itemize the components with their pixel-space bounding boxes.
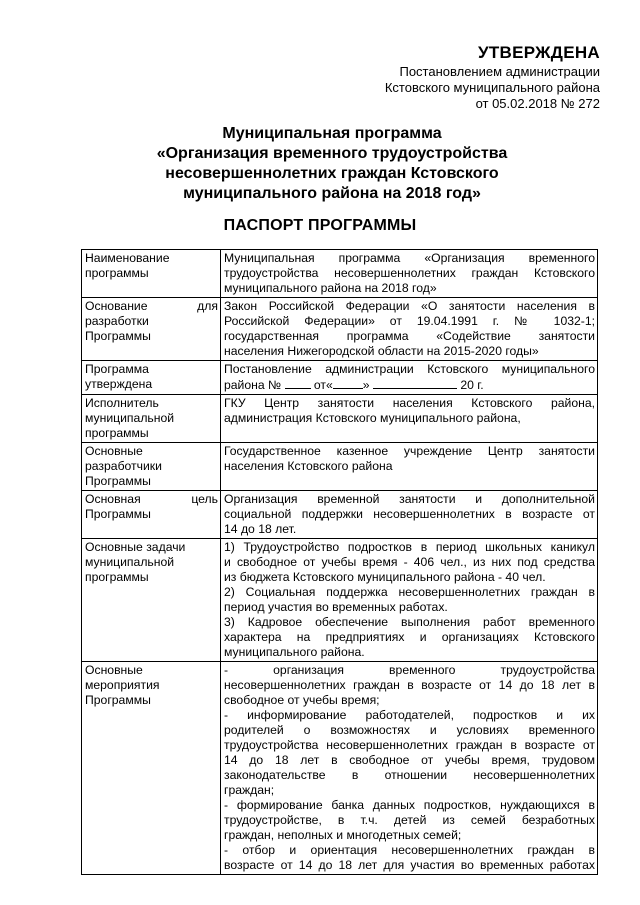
label-line: Основные bbox=[85, 663, 143, 677]
value-line: - информирование работодателей, подростков и их bbox=[224, 708, 595, 722]
label-line: муниципальной bbox=[85, 555, 175, 569]
value-fragment: от« bbox=[313, 378, 333, 392]
value-line: 3) Кадровое обеспечение выполнения работ временного bbox=[224, 615, 595, 629]
value-line: и свободное от учебы время - 406 чел., из них под средства bbox=[224, 555, 595, 569]
value-line: Организация временной занятости и дополнительной bbox=[224, 492, 595, 506]
value-line: социальной поддержки несовершеннолетних в возрасте от bbox=[224, 507, 595, 521]
row-value bbox=[221, 298, 598, 361]
program-title-line-2: «Организация временного трудоустройства bbox=[156, 145, 508, 162]
value-line: 1) Трудоустройство подростков в период школьных каникул bbox=[224, 540, 595, 554]
value-line: граждан; bbox=[224, 783, 275, 797]
row-label bbox=[82, 250, 221, 298]
table-row bbox=[82, 491, 598, 539]
value-line: населения Нижегородской области на 2015-2020 годы» bbox=[224, 344, 539, 358]
program-title-line-3: несовершеннолетних граждан Кстовского bbox=[165, 165, 499, 182]
value-line: 14 до 18 лет. bbox=[224, 522, 297, 536]
value-line: Постановление администрации Кстовского муниципального bbox=[224, 362, 595, 376]
value-line: - отбор и ориентация несовершеннолетних граждан в bbox=[224, 843, 595, 857]
table-row bbox=[82, 539, 598, 662]
row-value bbox=[221, 395, 598, 443]
value-line: период участия во временных работах. bbox=[224, 600, 448, 614]
approval-stamp bbox=[320, 42, 600, 112]
value-line: Муниципальная программа «Организация временного bbox=[224, 251, 595, 265]
blank-underline bbox=[373, 377, 457, 389]
label-line: Программы bbox=[85, 693, 151, 707]
label-line: Программы bbox=[85, 329, 151, 343]
value-fragment: 20 г. bbox=[460, 378, 484, 392]
row-value bbox=[221, 491, 598, 539]
label-line: утверждена bbox=[85, 377, 153, 391]
table-row bbox=[82, 662, 598, 875]
value-fragment: района № bbox=[224, 378, 282, 392]
table-row bbox=[82, 250, 598, 298]
value-line: - формирование банка данных подростков, нуждающихся в bbox=[224, 798, 595, 812]
row-label bbox=[82, 298, 221, 361]
value-line: несовершеннолетних граждан в возрасте от 14 до 18 лет в bbox=[224, 678, 595, 692]
label-line: Основные задачи bbox=[85, 540, 186, 554]
label-line: Программа bbox=[85, 362, 149, 376]
approval-title: УТВЕРЖДЕНА bbox=[477, 43, 600, 62]
row-value bbox=[221, 361, 598, 395]
label-line: программы bbox=[85, 426, 149, 440]
table-row bbox=[82, 298, 598, 361]
value-line: муниципального района на 2018 год» bbox=[224, 281, 437, 295]
program-title bbox=[112, 124, 552, 204]
value-line: родителей о возможностях и условиях временного bbox=[224, 723, 595, 737]
passport-table bbox=[81, 249, 598, 875]
row-label bbox=[82, 443, 221, 491]
value-line: трудоустройстве, в т.ч. детей из семей безработных bbox=[224, 813, 595, 827]
value-line: трудоустройства несовершеннолетних граждан Кстовского bbox=[224, 266, 595, 280]
label-line: Основание для bbox=[85, 299, 218, 313]
label-line: Основные bbox=[85, 444, 143, 458]
label-line: Основная цель bbox=[85, 492, 218, 506]
value-line: трудоустройства несовершеннолетних граждан в возрасте от bbox=[224, 738, 595, 752]
row-label bbox=[82, 395, 221, 443]
value-line: возрасте от 14 до 18 лет для участия во временных работах bbox=[224, 858, 595, 872]
approval-line-3: от 05.02.2018 № 272 bbox=[475, 96, 600, 111]
value-line: 14 до 18 лет в свободное от учебы время, трудовом bbox=[224, 753, 595, 767]
blank-underline bbox=[285, 377, 311, 389]
value-line: законодательстве в отношении несовершеннолетних bbox=[224, 768, 595, 782]
row-label bbox=[82, 539, 221, 662]
blank-underline bbox=[333, 377, 363, 389]
row-value bbox=[221, 539, 598, 662]
row-value bbox=[221, 443, 598, 491]
value-line-blanks bbox=[224, 377, 595, 393]
value-line: 2) Социальная поддержка несовершеннолетних граждан в bbox=[224, 585, 595, 599]
table-row bbox=[82, 395, 598, 443]
value-line: ГКУ Центр занятости населения Кстовского района, bbox=[224, 396, 595, 410]
label-line: муниципальной bbox=[85, 411, 175, 425]
value-line: Закон Российской Федерации «О занятости населения в bbox=[224, 299, 595, 313]
value-line: - организация временного трудоустройства bbox=[224, 663, 595, 677]
table-row bbox=[82, 443, 598, 491]
value-fragment: » bbox=[362, 378, 370, 392]
row-label bbox=[82, 662, 221, 875]
approval-line-2: Кстовского муниципального района bbox=[384, 80, 600, 95]
label-line: Исполнитель bbox=[85, 396, 159, 410]
label-line: Программы bbox=[85, 507, 151, 521]
row-value bbox=[221, 662, 598, 875]
row-label bbox=[82, 491, 221, 539]
row-label bbox=[82, 361, 221, 395]
label-line: разработчики bbox=[85, 459, 162, 473]
value-line: администрация Кстовского муниципального района, bbox=[224, 411, 521, 425]
row-value bbox=[221, 250, 598, 298]
label-line: Программы bbox=[85, 474, 151, 488]
value-line: Российской Федерации» от 19.04.1991 г. № 1032-1; bbox=[224, 314, 595, 328]
label-line: Наименование bbox=[85, 251, 170, 265]
label-line: программы bbox=[85, 266, 149, 280]
label-line: мероприятия bbox=[85, 678, 160, 692]
value-line: граждан, неполных и многодетных семей; bbox=[224, 828, 462, 842]
value-line: населения Кстовского района bbox=[224, 459, 393, 473]
label-line: программы bbox=[85, 570, 149, 584]
value-line: характера на предприятиях и организациях Кстовского bbox=[224, 630, 595, 644]
program-title-line-4: муниципального района на 2018 год» bbox=[183, 185, 481, 202]
passport-heading: ПАСПОРТ ПРОГРАММЫ bbox=[223, 217, 417, 234]
value-line: свободное от учебы время; bbox=[224, 693, 380, 707]
value-line: Государственное казенное учреждение Центр занятости bbox=[224, 444, 595, 458]
value-line: из бюджета Кстовского муниципального района - 40 чел. bbox=[224, 570, 546, 584]
program-title-line-1: Муниципальная программа bbox=[222, 125, 442, 142]
label-line: разработки bbox=[85, 314, 149, 328]
value-line: муниципального района. bbox=[224, 645, 365, 659]
approval-line-1: Постановлением администрации bbox=[399, 64, 600, 79]
table-row bbox=[82, 361, 598, 395]
value-line: государственная программа «Содействие занятости bbox=[224, 329, 595, 343]
